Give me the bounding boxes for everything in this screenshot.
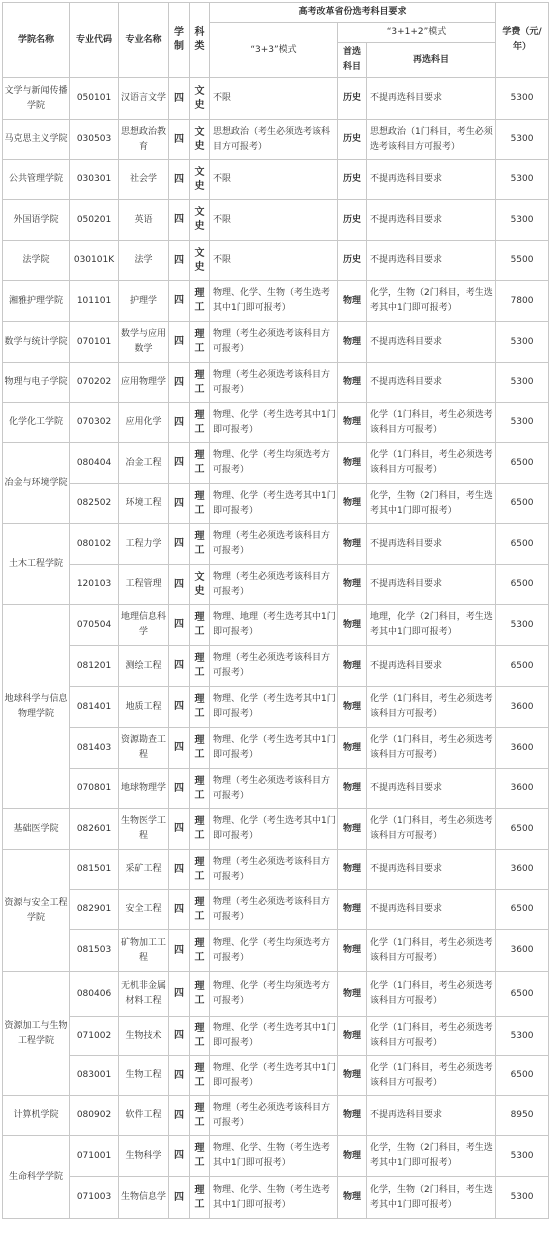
first-subject: 物理 bbox=[338, 565, 367, 605]
major-code: 080902 bbox=[70, 1096, 119, 1136]
requirement-33: 物理（考生必须选考该科目方可报考） bbox=[210, 524, 338, 565]
table-row bbox=[3, 769, 549, 809]
first-subject: 物理 bbox=[338, 322, 367, 363]
category: 理工 bbox=[190, 605, 210, 646]
reselect-subject: 化学（1门科目，考生必须选考该科目方可报考） bbox=[367, 403, 496, 443]
major-code: 050201 bbox=[70, 200, 119, 241]
requirement-33: 物理、化学（考生选考其中1门即可报考） bbox=[210, 1017, 338, 1056]
category: 理工 bbox=[190, 524, 210, 565]
duration: 四 bbox=[169, 646, 190, 687]
major-code: 030301 bbox=[70, 160, 119, 200]
major-name: 地理信息科学 bbox=[119, 605, 169, 646]
major-code: 081401 bbox=[70, 687, 119, 728]
header-duration: 学制 bbox=[169, 3, 190, 78]
major-name: 生物医学工程 bbox=[119, 809, 169, 850]
fee: 3600 bbox=[496, 850, 549, 890]
college-name: 外国语学院 bbox=[3, 200, 70, 241]
fee: 6500 bbox=[496, 809, 549, 850]
first-subject: 历史 bbox=[338, 78, 367, 120]
requirement-33: 物理（考生必须选考该科目方可报考） bbox=[210, 850, 338, 890]
requirement-33: 物理、化学（考生选考其中1门即可报考） bbox=[210, 687, 338, 728]
table-row bbox=[3, 484, 549, 524]
reselect-subject: 化学（1门科目，考生必须选考该科目方可报考） bbox=[367, 443, 496, 484]
major-code: 080406 bbox=[70, 972, 119, 1017]
table-row bbox=[3, 160, 549, 200]
duration: 四 bbox=[169, 524, 190, 565]
table-row bbox=[3, 241, 549, 281]
table-row bbox=[3, 890, 549, 930]
major-name: 冶金工程 bbox=[119, 443, 169, 484]
requirement-33: 物理（考生必须选考该科目方可报考） bbox=[210, 322, 338, 363]
fee: 6500 bbox=[496, 443, 549, 484]
reselect-subject: 不提再选科目要求 bbox=[367, 200, 496, 241]
fee: 7800 bbox=[496, 281, 549, 322]
college-name: 冶金与环境学院 bbox=[3, 443, 70, 524]
admission-table bbox=[2, 2, 549, 1219]
reselect-subject: 化学，生物（2门科目，考生选考其中1门即可报考） bbox=[367, 1136, 496, 1177]
college-name: 计算机学院 bbox=[3, 1096, 70, 1136]
table-row bbox=[3, 120, 549, 160]
college-name: 生命科学学院 bbox=[3, 1136, 70, 1219]
major-name: 环境工程 bbox=[119, 484, 169, 524]
first-subject: 物理 bbox=[338, 403, 367, 443]
category: 理工 bbox=[190, 687, 210, 728]
college-name: 法学院 bbox=[3, 241, 70, 281]
fee: 5300 bbox=[496, 160, 549, 200]
major-code: 081503 bbox=[70, 930, 119, 972]
reselect-subject: 不提再选科目要求 bbox=[367, 363, 496, 403]
table-row bbox=[3, 930, 549, 972]
header-reselect-subject: 再选科目 bbox=[367, 43, 496, 78]
table-row bbox=[3, 850, 549, 890]
fee: 5300 bbox=[496, 200, 549, 241]
reselect-subject: 化学（1门科目，考生必须选考该科目方可报考） bbox=[367, 687, 496, 728]
fee: 6500 bbox=[496, 972, 549, 1017]
category: 理工 bbox=[190, 403, 210, 443]
requirement-33: 物理、化学、生物（考生选考其中1门即可报考） bbox=[210, 1177, 338, 1219]
fee: 3600 bbox=[496, 687, 549, 728]
college-name: 湘雅护理学院 bbox=[3, 281, 70, 322]
first-subject: 物理 bbox=[338, 443, 367, 484]
header-college: 学院名称 bbox=[3, 3, 70, 78]
header-major: 专业名称 bbox=[119, 3, 169, 78]
category: 理工 bbox=[190, 443, 210, 484]
duration: 四 bbox=[169, 322, 190, 363]
table-row bbox=[3, 565, 549, 605]
first-subject: 物理 bbox=[338, 809, 367, 850]
major-code: 080102 bbox=[70, 524, 119, 565]
table-row bbox=[3, 1136, 549, 1177]
duration: 四 bbox=[169, 972, 190, 1017]
reselect-subject: 化学（1门科目，考生必须选考该科目方可报考） bbox=[367, 930, 496, 972]
major-code: 050101 bbox=[70, 78, 119, 120]
major-code: 070202 bbox=[70, 363, 119, 403]
college-name: 物理与电子学院 bbox=[3, 363, 70, 403]
reselect-subject: 不提再选科目要求 bbox=[367, 241, 496, 281]
table-row bbox=[3, 281, 549, 322]
requirement-33: 物理、化学（考生选考其中1门即可报考） bbox=[210, 484, 338, 524]
major-name: 应用化学 bbox=[119, 403, 169, 443]
requirement-33: 物理、化学（考生均须选考方可报考） bbox=[210, 972, 338, 1017]
duration: 四 bbox=[169, 1096, 190, 1136]
category: 理工 bbox=[190, 1096, 210, 1136]
requirement-33: 物理、化学（考生均须选考方可报考） bbox=[210, 443, 338, 484]
college-name: 资源与安全工程学院 bbox=[3, 850, 70, 972]
college-name: 土木工程学院 bbox=[3, 524, 70, 605]
header-mode-312: “3+1+2”模式 bbox=[338, 23, 496, 43]
first-subject: 历史 bbox=[338, 120, 367, 160]
category: 理工 bbox=[190, 1177, 210, 1219]
category: 理工 bbox=[190, 890, 210, 930]
category: 理工 bbox=[190, 728, 210, 769]
requirement-33: 物理、化学（考生均须选考方可报考） bbox=[210, 930, 338, 972]
requirement-33: 物理（考生必须选考该科目方可报考） bbox=[210, 363, 338, 403]
major-code: 070801 bbox=[70, 769, 119, 809]
duration: 四 bbox=[169, 1056, 190, 1096]
first-subject: 物理 bbox=[338, 1096, 367, 1136]
major-code: 082901 bbox=[70, 890, 119, 930]
first-subject: 物理 bbox=[338, 972, 367, 1017]
major-code: 082502 bbox=[70, 484, 119, 524]
duration: 四 bbox=[169, 930, 190, 972]
category: 理工 bbox=[190, 1017, 210, 1056]
category: 理工 bbox=[190, 809, 210, 850]
table-row bbox=[3, 728, 549, 769]
requirement-33: 不限 bbox=[210, 241, 338, 281]
major-name: 生物技术 bbox=[119, 1017, 169, 1056]
major-code: 101101 bbox=[70, 281, 119, 322]
major-name: 护理学 bbox=[119, 281, 169, 322]
major-code: 071003 bbox=[70, 1177, 119, 1219]
duration: 四 bbox=[169, 1177, 190, 1219]
table-row bbox=[3, 687, 549, 728]
major-name: 采矿工程 bbox=[119, 850, 169, 890]
first-subject: 物理 bbox=[338, 281, 367, 322]
first-subject: 物理 bbox=[338, 930, 367, 972]
duration: 四 bbox=[169, 443, 190, 484]
requirement-33: 物理（考生必须选考该科目方可报考） bbox=[210, 646, 338, 687]
fee: 5300 bbox=[496, 322, 549, 363]
major-name: 无机非金属材料工程 bbox=[119, 972, 169, 1017]
major-name: 法学 bbox=[119, 241, 169, 281]
first-subject: 物理 bbox=[338, 1177, 367, 1219]
college-name: 基础医学院 bbox=[3, 809, 70, 850]
major-name: 矿物加工工程 bbox=[119, 930, 169, 972]
major-code: 120103 bbox=[70, 565, 119, 605]
category: 理工 bbox=[190, 1056, 210, 1096]
major-name: 地质工程 bbox=[119, 687, 169, 728]
fee: 5300 bbox=[496, 363, 549, 403]
major-name: 工程管理 bbox=[119, 565, 169, 605]
reselect-subject: 不提再选科目要求 bbox=[367, 565, 496, 605]
duration: 四 bbox=[169, 850, 190, 890]
category: 理工 bbox=[190, 322, 210, 363]
major-code: 071002 bbox=[70, 1017, 119, 1056]
first-subject: 历史 bbox=[338, 200, 367, 241]
table-row bbox=[3, 322, 549, 363]
requirement-33: 物理、化学（考生选考其中1门即可报考） bbox=[210, 728, 338, 769]
duration: 四 bbox=[169, 403, 190, 443]
header-fee: 学费（元/年） bbox=[496, 3, 549, 78]
category: 理工 bbox=[190, 930, 210, 972]
fee: 5300 bbox=[496, 1136, 549, 1177]
college-name: 文学与新闻传播学院 bbox=[3, 78, 70, 120]
requirement-33: 物理、化学（考生选考其中1门即可报考） bbox=[210, 1056, 338, 1096]
reselect-subject: 不提再选科目要求 bbox=[367, 78, 496, 120]
header-first-subject: 首选科目 bbox=[338, 43, 367, 78]
table-row bbox=[3, 605, 549, 646]
duration: 四 bbox=[169, 565, 190, 605]
duration: 四 bbox=[169, 1136, 190, 1177]
major-name: 生物科学 bbox=[119, 1136, 169, 1177]
major-name: 生物信息学 bbox=[119, 1177, 169, 1219]
major-code: 081403 bbox=[70, 728, 119, 769]
fee: 5300 bbox=[496, 1177, 549, 1219]
duration: 四 bbox=[169, 160, 190, 200]
category: 理工 bbox=[190, 972, 210, 1017]
fee: 5300 bbox=[496, 403, 549, 443]
category: 理工 bbox=[190, 484, 210, 524]
requirement-33: 物理（考生必须选考该科目方可报考） bbox=[210, 769, 338, 809]
header-requirement: 高考改革省份选考科目要求 bbox=[210, 3, 496, 23]
reselect-subject: 化学，生物（2门科目，考生选考其中1门即可报考） bbox=[367, 1177, 496, 1219]
table-row bbox=[3, 972, 549, 1017]
college-name: 地球科学与信息物理学院 bbox=[3, 605, 70, 809]
fee: 8950 bbox=[496, 1096, 549, 1136]
table-row bbox=[3, 1096, 549, 1136]
requirement-33: 物理、化学、生物（考生选考其中1门即可报考） bbox=[210, 1136, 338, 1177]
category: 文史 bbox=[190, 120, 210, 160]
major-code: 030101K bbox=[70, 241, 119, 281]
duration: 四 bbox=[169, 484, 190, 524]
major-code: 083001 bbox=[70, 1056, 119, 1096]
category: 理工 bbox=[190, 363, 210, 403]
duration: 四 bbox=[169, 120, 190, 160]
table-row bbox=[3, 1177, 549, 1219]
first-subject: 物理 bbox=[338, 850, 367, 890]
college-name: 马克思主义学院 bbox=[3, 120, 70, 160]
requirement-33: 物理（考生必须选考该科目方可报考） bbox=[210, 890, 338, 930]
first-subject: 物理 bbox=[338, 687, 367, 728]
fee: 3600 bbox=[496, 769, 549, 809]
major-name: 数学与应用数学 bbox=[119, 322, 169, 363]
major-name: 资源勘查工程 bbox=[119, 728, 169, 769]
fee: 6500 bbox=[496, 484, 549, 524]
requirement-33: 不限 bbox=[210, 200, 338, 241]
header-mode-33: “3+3”模式 bbox=[210, 23, 338, 78]
reselect-subject: 化学（1门科目，考生必须选考该科目方可报考） bbox=[367, 728, 496, 769]
category: 文史 bbox=[190, 78, 210, 120]
header-code: 专业代码 bbox=[70, 3, 119, 78]
duration: 四 bbox=[169, 728, 190, 769]
fee: 6500 bbox=[496, 1056, 549, 1096]
fee: 6500 bbox=[496, 646, 549, 687]
reselect-subject: 不提再选科目要求 bbox=[367, 850, 496, 890]
major-name: 英语 bbox=[119, 200, 169, 241]
fee: 6500 bbox=[496, 524, 549, 565]
fee: 6500 bbox=[496, 565, 549, 605]
requirement-33: 物理（考生必须选考该科目方可报考） bbox=[210, 1096, 338, 1136]
fee: 5300 bbox=[496, 78, 549, 120]
fee: 5500 bbox=[496, 241, 549, 281]
reselect-subject: 地理，化学（2门科目，考生选考其中1门即可报考） bbox=[367, 605, 496, 646]
major-code: 070302 bbox=[70, 403, 119, 443]
duration: 四 bbox=[169, 890, 190, 930]
first-subject: 物理 bbox=[338, 484, 367, 524]
major-code: 070101 bbox=[70, 322, 119, 363]
duration: 四 bbox=[169, 769, 190, 809]
first-subject: 物理 bbox=[338, 769, 367, 809]
reselect-subject: 化学（1门科目，考生必须选考该科目方可报考） bbox=[367, 1017, 496, 1056]
fee: 5300 bbox=[496, 1017, 549, 1056]
reselect-subject: 化学（1门科目，考生必须选考该科目方可报考） bbox=[367, 1056, 496, 1096]
first-subject: 物理 bbox=[338, 728, 367, 769]
first-subject: 历史 bbox=[338, 160, 367, 200]
major-name: 地球物理学 bbox=[119, 769, 169, 809]
major-code: 081501 bbox=[70, 850, 119, 890]
reselect-subject: 不提再选科目要求 bbox=[367, 322, 496, 363]
reselect-subject: 思想政治（1门科目，考生必须选考该科目方可报考） bbox=[367, 120, 496, 160]
first-subject: 物理 bbox=[338, 605, 367, 646]
category: 理工 bbox=[190, 281, 210, 322]
major-code: 082601 bbox=[70, 809, 119, 850]
table-body bbox=[3, 78, 549, 1219]
duration: 四 bbox=[169, 1017, 190, 1056]
major-name: 测绘工程 bbox=[119, 646, 169, 687]
major-name: 生物工程 bbox=[119, 1056, 169, 1096]
category: 理工 bbox=[190, 1136, 210, 1177]
requirement-33: 物理、地理（考生选考其中1门即可报考） bbox=[210, 605, 338, 646]
reselect-subject: 化学，生物（2门科目，考生选考其中1门即可报考） bbox=[367, 484, 496, 524]
table-row bbox=[3, 646, 549, 687]
requirement-33: 物理、化学（考生选考其中1门即可报考） bbox=[210, 403, 338, 443]
major-name: 安全工程 bbox=[119, 890, 169, 930]
table-row bbox=[3, 1017, 549, 1056]
reselect-subject: 不提再选科目要求 bbox=[367, 769, 496, 809]
header-category: 科类 bbox=[190, 3, 210, 78]
major-name: 思想政治教育 bbox=[119, 120, 169, 160]
table-row bbox=[3, 403, 549, 443]
fee: 3600 bbox=[496, 930, 549, 972]
category: 文史 bbox=[190, 200, 210, 241]
table-row bbox=[3, 443, 549, 484]
reselect-subject: 不提再选科目要求 bbox=[367, 646, 496, 687]
major-code: 080404 bbox=[70, 443, 119, 484]
category: 文史 bbox=[190, 160, 210, 200]
college-name: 化学化工学院 bbox=[3, 403, 70, 443]
major-code: 030503 bbox=[70, 120, 119, 160]
table-row bbox=[3, 78, 549, 120]
major-name: 汉语言文学 bbox=[119, 78, 169, 120]
college-name: 数学与统计学院 bbox=[3, 322, 70, 363]
table-row bbox=[3, 1056, 549, 1096]
duration: 四 bbox=[169, 200, 190, 241]
reselect-subject: 不提再选科目要求 bbox=[367, 890, 496, 930]
first-subject: 物理 bbox=[338, 524, 367, 565]
table-row bbox=[3, 524, 549, 565]
requirement-33: 物理（考生必须选考该科目方可报考） bbox=[210, 565, 338, 605]
table-row bbox=[3, 200, 549, 241]
duration: 四 bbox=[169, 281, 190, 322]
first-subject: 历史 bbox=[338, 241, 367, 281]
requirement-33: 思想政治（考生必须选考该科目方可报考） bbox=[210, 120, 338, 160]
duration: 四 bbox=[169, 687, 190, 728]
major-name: 工程力学 bbox=[119, 524, 169, 565]
table-row bbox=[3, 809, 549, 850]
first-subject: 物理 bbox=[338, 1017, 367, 1056]
requirement-33: 不限 bbox=[210, 78, 338, 120]
first-subject: 物理 bbox=[338, 1136, 367, 1177]
fee: 5300 bbox=[496, 605, 549, 646]
major-name: 应用物理学 bbox=[119, 363, 169, 403]
reselect-subject: 化学（1门科目，考生必须选考该科目方可报考） bbox=[367, 972, 496, 1017]
fee: 6500 bbox=[496, 890, 549, 930]
duration: 四 bbox=[169, 363, 190, 403]
major-code: 071001 bbox=[70, 1136, 119, 1177]
first-subject: 物理 bbox=[338, 890, 367, 930]
duration: 四 bbox=[169, 809, 190, 850]
table-row bbox=[3, 363, 549, 403]
requirement-33: 不限 bbox=[210, 160, 338, 200]
requirement-33: 物理、化学（考生选考其中1门即可报考） bbox=[210, 809, 338, 850]
category: 理工 bbox=[190, 769, 210, 809]
college-name: 资源加工与生物工程学院 bbox=[3, 972, 70, 1096]
category: 理工 bbox=[190, 646, 210, 687]
category: 文史 bbox=[190, 565, 210, 605]
category: 文史 bbox=[190, 241, 210, 281]
reselect-subject: 不提再选科目要求 bbox=[367, 1096, 496, 1136]
first-subject: 物理 bbox=[338, 646, 367, 687]
duration: 四 bbox=[169, 605, 190, 646]
reselect-subject: 不提再选科目要求 bbox=[367, 160, 496, 200]
reselect-subject: 不提再选科目要求 bbox=[367, 524, 496, 565]
major-code: 081201 bbox=[70, 646, 119, 687]
major-code: 070504 bbox=[70, 605, 119, 646]
reselect-subject: 化学（1门科目，考生必须选考该科目方可报考） bbox=[367, 809, 496, 850]
category: 理工 bbox=[190, 850, 210, 890]
fee: 3600 bbox=[496, 728, 549, 769]
first-subject: 物理 bbox=[338, 363, 367, 403]
major-name: 社会学 bbox=[119, 160, 169, 200]
first-subject: 物理 bbox=[338, 1056, 367, 1096]
college-name: 公共管理学院 bbox=[3, 160, 70, 200]
major-name: 软件工程 bbox=[119, 1096, 169, 1136]
duration: 四 bbox=[169, 78, 190, 120]
requirement-33: 物理、化学、生物（考生选考其中1门即可报考） bbox=[210, 281, 338, 322]
reselect-subject: 化学，生物（2门科目，考生选考其中1门即可报考） bbox=[367, 281, 496, 322]
duration: 四 bbox=[169, 241, 190, 281]
fee: 5300 bbox=[496, 120, 549, 160]
